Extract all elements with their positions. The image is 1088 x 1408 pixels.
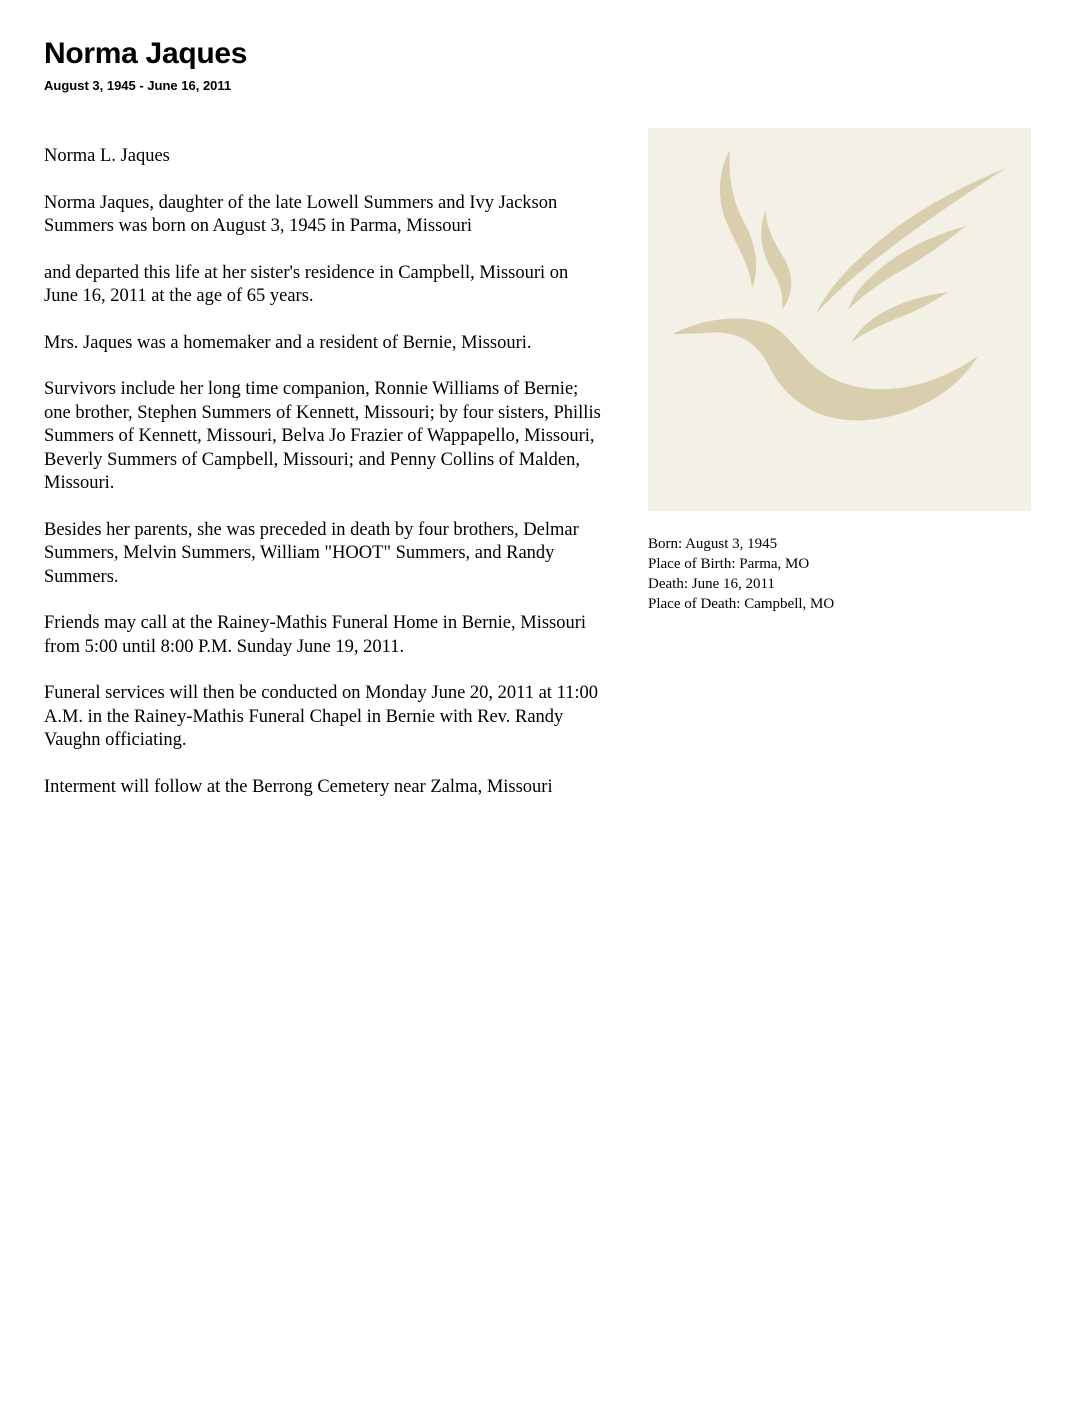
paragraph-death: and departed this life at her sister's residence in Campbell, Missouri on June 16, 2011 at the age of 65 years. xyxy=(44,262,569,306)
memorial-photo xyxy=(648,128,1031,511)
life-dates: August 3, 1945 - June 16, 2011 xyxy=(44,78,232,93)
deceased-name: Norma Jaques xyxy=(44,37,248,70)
paragraph-funeral: Funeral services will then be conducted on Monday June 20, 2011 at 11:00 A.M. in the Rainey-Mathis Funeral Chapel in Bernie with Rev. Randy Vaughn officiating. xyxy=(44,683,599,750)
paragraph-occupation: Mrs. Jaques was a homemaker and a resident of Bernie, Missouri. xyxy=(44,332,532,353)
fact-born: Born: August 3, 1945 xyxy=(648,536,778,552)
fact-death: Death: June 16, 2011 xyxy=(648,576,775,592)
fact-place-of-birth: Place of Birth: Parma, MO xyxy=(648,556,810,572)
paragraph-survivors: Survivors include her long time companion, Ronnie Williams of Bernie; one brother, Stephen Summers of Kennett, Missouri; by four sisters, Phillis Summers of Kennett, Missouri, Belva Jo Frazier of Wappapello, Missouri, Beverly Summers of Campbell, Missouri; and Penny Collins of Malden, Missouri. xyxy=(44,379,601,493)
obituary-text xyxy=(44,145,604,822)
paragraph-visitation: Friends may call at the Rainey-Mathis Funeral Home in Bernie, Missouri from 5:00 until 8:00 P.M. Sunday June 19, 2011. xyxy=(44,613,587,657)
vital-facts xyxy=(648,534,1048,614)
paragraph-full-name: Norma L. Jaques xyxy=(44,146,170,166)
obituary-header xyxy=(44,36,247,94)
dove-icon xyxy=(648,128,1031,511)
paragraph-interment: Interment will follow at the Berrong Cemetery near Zalma, Missouri xyxy=(44,776,553,797)
paragraph-birth: Norma Jaques, daughter of the late Lowell Summers and Ivy Jackson Summers was born on August 3, 1945 in Parma, Missouri xyxy=(44,192,558,236)
paragraph-preceded: Besides her parents, she was preceded in death by four brothers, Delmar Summers, Melvin Summers, William "HOOT" Summers, and Randy Summers. xyxy=(44,519,579,587)
fact-place-of-death: Place of Death: Campbell, MO xyxy=(648,596,835,612)
